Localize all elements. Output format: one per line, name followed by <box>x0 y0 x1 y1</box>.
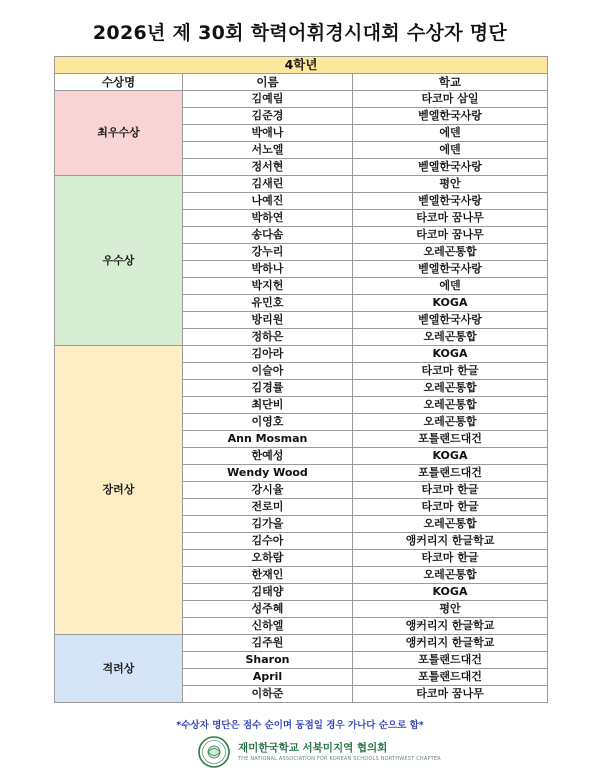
winner-school: 타코마 꿈나무 <box>353 686 548 703</box>
winner-name: 최단비 <box>183 397 353 414</box>
table-row <box>55 91 548 108</box>
page-title: 2026년 제 30회 학력어휘경시대회 수상자 명단 <box>92 22 508 44</box>
winner-name: 박지헌 <box>183 278 353 295</box>
winner-name: 강시율 <box>183 482 353 499</box>
winner-school: 평안 <box>353 601 548 618</box>
award-category: 장려상 <box>55 346 183 635</box>
winner-name: 한재인 <box>183 567 353 584</box>
winner-school: 벧엘한국사랑 <box>353 159 548 176</box>
winner-name: 김태양 <box>183 584 353 601</box>
winner-school: 앵커리지 한글학교 <box>353 533 548 550</box>
winner-school: 에덴 <box>353 278 548 295</box>
winner-name: 박애나 <box>183 125 353 142</box>
winner-school: KOGA <box>353 584 548 601</box>
winner-school: 타코마 한글 <box>353 482 548 499</box>
winner-name: 이슬아 <box>183 363 353 380</box>
winner-school: 벧엘한국사랑 <box>353 261 548 278</box>
winner-school: 오레곤통합 <box>353 380 548 397</box>
winner-name: 김새린 <box>183 176 353 193</box>
footer <box>198 735 441 769</box>
winner-school: KOGA <box>353 295 548 312</box>
winner-name: 이하준 <box>183 686 353 703</box>
winner-name: 한예성 <box>183 448 353 465</box>
winner-school: 벧엘한국사랑 <box>353 193 548 210</box>
column-header-school: 학교 <box>353 74 548 91</box>
award-category: 우수상 <box>55 176 183 346</box>
winner-name: 박하연 <box>183 210 353 227</box>
winner-name: 정하은 <box>183 329 353 346</box>
winner-school: 에덴 <box>353 142 548 159</box>
winner-name: 김주원 <box>183 635 353 652</box>
winner-school: 에덴 <box>353 125 548 142</box>
organization-name: 재미한국학교 서북미지역 협의회 <box>238 742 388 754</box>
winner-school: 포틀랜드대건 <box>353 465 548 482</box>
award-category: 최우수상 <box>55 91 183 176</box>
winner-school: 앵커리지 한글학교 <box>353 618 548 635</box>
winner-school: 오레곤통합 <box>353 516 548 533</box>
winner-school: 포틀랜드대건 <box>353 431 548 448</box>
winner-name: 유민호 <box>183 295 353 312</box>
winner-school: 오레곤통합 <box>353 414 548 431</box>
winner-name: April <box>183 669 353 686</box>
association-seal-icon <box>198 736 230 768</box>
winner-name: 전로미 <box>183 499 353 516</box>
winner-name: 오하람 <box>183 550 353 567</box>
winner-name: 신하엘 <box>183 618 353 635</box>
grade-header-row <box>55 57 548 74</box>
winner-name: Wendy Wood <box>183 465 353 482</box>
winner-name: 김아라 <box>183 346 353 363</box>
grade-label: 4학년 <box>55 57 548 74</box>
winner-name: Sharon <box>183 652 353 669</box>
winner-school: 벧엘한국사랑 <box>353 312 548 329</box>
winner-school: 포틀랜드대건 <box>353 652 548 669</box>
winner-name: 나예진 <box>183 193 353 210</box>
winner-school: 오레곤통합 <box>353 397 548 414</box>
winner-name: 김예림 <box>183 91 353 108</box>
winner-school: KOGA <box>353 448 548 465</box>
winner-name: 성주혜 <box>183 601 353 618</box>
winner-school: KOGA <box>353 346 548 363</box>
winner-school: 타코마 꿈나무 <box>353 210 548 227</box>
winner-school: 오레곤통합 <box>353 567 548 584</box>
winner-name: 김준경 <box>183 108 353 125</box>
table-row <box>55 176 548 193</box>
winner-name: Ann Mosman <box>183 431 353 448</box>
winner-name: 박하나 <box>183 261 353 278</box>
winner-school: 벧엘한국사랑 <box>353 108 548 125</box>
winner-school: 타코마 한글 <box>353 550 548 567</box>
column-header-row <box>55 74 548 91</box>
winner-school: 평안 <box>353 176 548 193</box>
table-row <box>55 346 548 363</box>
winner-school: 타코마 삼일 <box>353 91 548 108</box>
column-header-name: 이름 <box>183 74 353 91</box>
ranking-note: *수상자 명단은 점수 순이며 동점일 경우 가나다 순으로 함* <box>176 720 424 731</box>
table-row <box>55 635 548 652</box>
winner-school: 타코마 한글 <box>353 499 548 516</box>
organization-subtitle: THE NATIONAL ASSOCIATION FOR KOREAN SCHOOLS NORTHWEST CHAPTER <box>238 756 441 762</box>
winner-name: 김가을 <box>183 516 353 533</box>
winner-name: 정서현 <box>183 159 353 176</box>
winner-name: 김경률 <box>183 380 353 397</box>
winner-name: 강누리 <box>183 244 353 261</box>
winner-name: 방리원 <box>183 312 353 329</box>
winner-name: 송다솜 <box>183 227 353 244</box>
column-header-award: 수상명 <box>55 74 183 91</box>
awards-table <box>54 56 548 703</box>
winner-name: 서노엘 <box>183 142 353 159</box>
winner-school: 타코마 한글 <box>353 363 548 380</box>
award-category: 격려상 <box>55 635 183 703</box>
winner-school: 포틀랜드대건 <box>353 669 548 686</box>
winner-school: 오레곤통합 <box>353 329 548 346</box>
winner-school: 타코마 꿈나무 <box>353 227 548 244</box>
winner-name: 김수아 <box>183 533 353 550</box>
winner-school: 오레곤통합 <box>353 244 548 261</box>
winner-name: 이영호 <box>183 414 353 431</box>
winner-school: 앵커리지 한글학교 <box>353 635 548 652</box>
